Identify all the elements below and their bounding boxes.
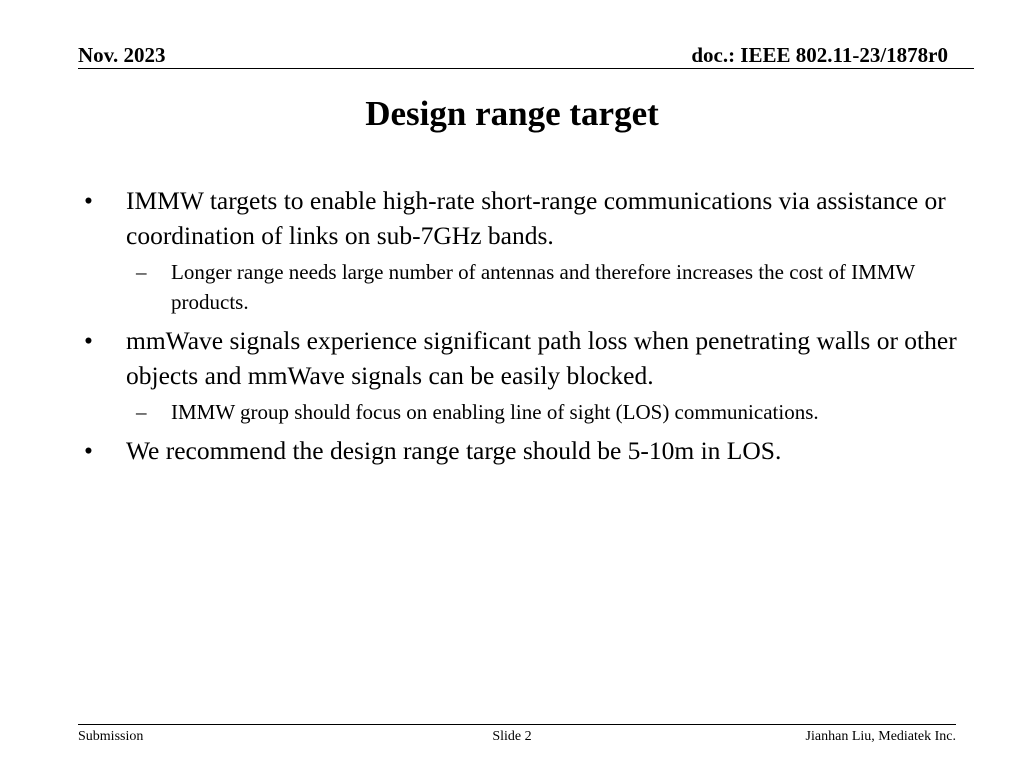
bullet-text: IMMW targets to enable high-rate short-range communications via assistance or coordination of links on sub-7GHz bands. xyxy=(126,186,946,250)
bullet-marker: • xyxy=(84,436,93,465)
bullet-1 xyxy=(80,183,970,253)
footer-submission: Submission xyxy=(78,729,144,744)
sub-bullet-text: Longer range needs large number of antennas and therefore increases the cost of IMMW products. xyxy=(171,260,915,314)
sub-bullet-1 xyxy=(80,257,970,317)
bullet-2 xyxy=(80,323,970,393)
footer-divider xyxy=(78,724,956,725)
sub-bullet-2 xyxy=(80,397,970,427)
slide-title: Design range target xyxy=(365,94,659,133)
slide-body xyxy=(80,183,970,474)
bullet-text: mmWave signals experience significant path loss when penetrating walls or other objects and mmWave signals can be easily blocked. xyxy=(126,326,957,390)
header-date: Nov. 2023 xyxy=(78,43,166,67)
sub-bullet-marker: – xyxy=(136,400,147,424)
bullet-3 xyxy=(80,433,970,468)
header-divider xyxy=(78,68,974,69)
bullet-text: We recommend the design range targe should be 5-10m in LOS. xyxy=(126,436,782,465)
bullet-marker: • xyxy=(84,186,93,215)
sub-bullet-marker: – xyxy=(136,260,147,284)
footer-author: Jianhan Liu, Mediatek Inc. xyxy=(805,729,956,744)
footer-slide-number: Slide 2 xyxy=(492,729,532,744)
sub-bullet-text: IMMW group should focus on enabling line of sight (LOS) communications. xyxy=(171,400,819,424)
bullet-marker: • xyxy=(84,326,93,355)
header-doc-id: doc.: IEEE 802.11-23/1878r0 xyxy=(691,43,948,67)
